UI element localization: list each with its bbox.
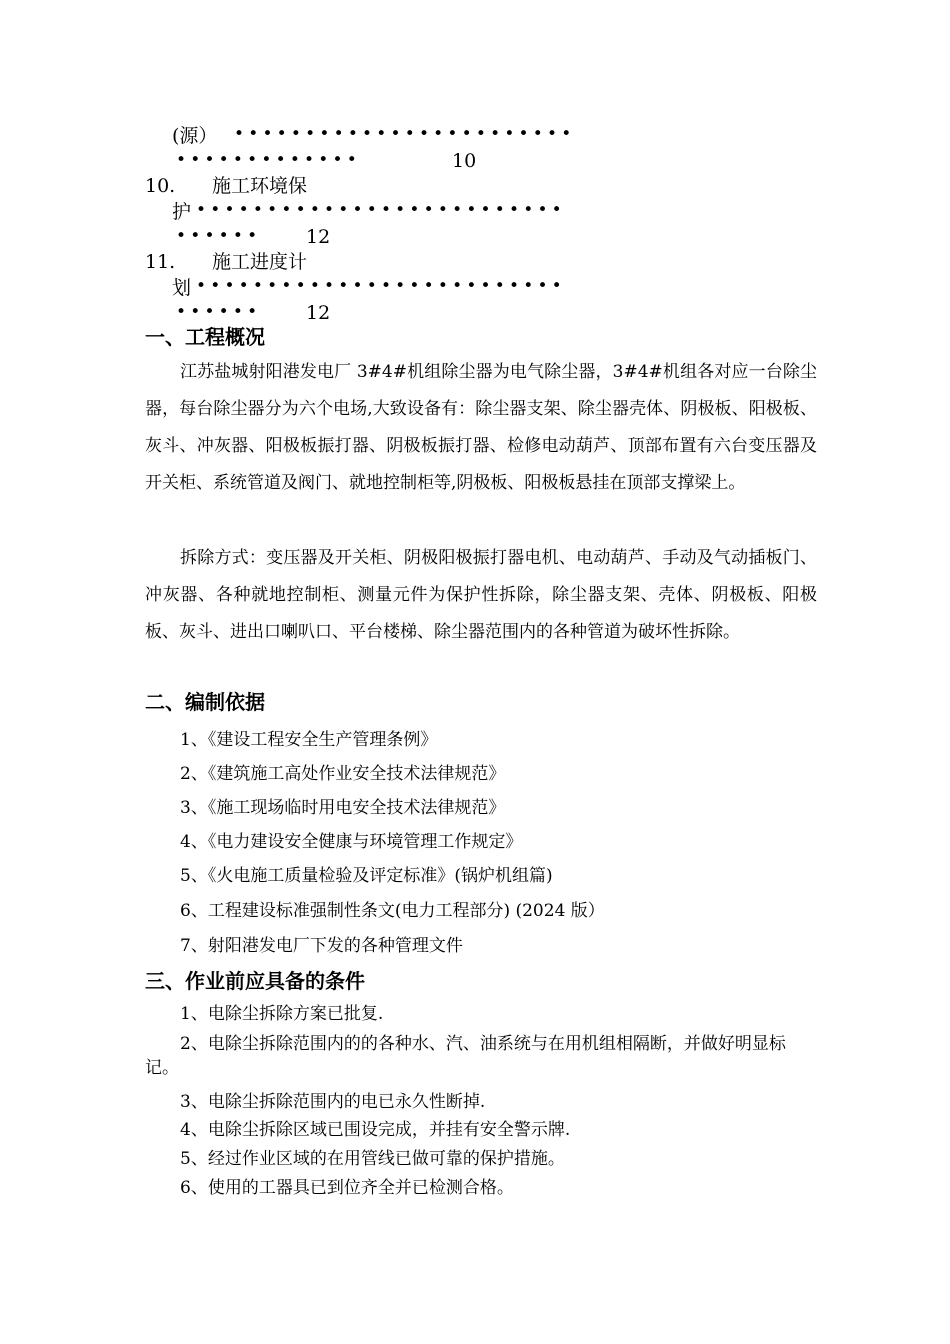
toc-item-10-leader-dots-2: •••••• [176,226,262,246]
section-2-list-item-7: 7、射阳港发电厂下发的各种管理文件 [180,936,463,956]
section-2-list-item-6: 6、工程建设标准强制性条文(电力工程部分) (2024 版） [180,901,605,921]
section-3-list-item-6: 6、使用的工器具已到位齐全并已检测合格。 [180,1178,514,1198]
section-3-heading: 三、作业前应具备的条件 [145,969,365,993]
toc-item-10-title[interactable]: 施工环境保 [212,175,308,197]
toc-item-11-title[interactable]: 施工进度计 [212,251,308,273]
toc-item-11-leader-dots: •••••••••••••••••••••••••• [196,276,566,296]
section-3-list-item-2: 2、电除尘拆除范围内的的各种水、汽、油系统与在用机组相隔断，并做好明显标记。 [145,1034,786,1078]
section-1-paragraph-1: 江苏盐城射阳港发电厂 3#4#机组除尘器为电气除尘器，3#4#机组各对应一台除尘器，每台除尘器分为六个电场,大致设备有：除尘器支架、除尘器壳体、阴极板、阳极板、灰斗、冲灰器、阳极板振打器、阴极板振打器、检修电动葫芦、顶部布置有六台变压器及开关柜、系统管道及阀门、就地控制柜等,阴极板、阳极板悬挂在顶部支撑梁上。 [145,362,817,493]
section-3-list-item-1: 1、电除尘拆除方案已批复. [180,1004,384,1024]
toc-item-9-title-tail: (源） [172,125,218,147]
section-2-list-item-1: 1、《建设工程安全生产管理条例》 [180,730,438,750]
toc-item-10-title-tail[interactable]: 护 [172,201,192,223]
toc-item-9-leader-dots: •••••••••••••••••••••••• [234,124,576,144]
section-1-paragraph-2: 拆除方式：变压器及开关柜、阴极阳极振打器电机、电动葫芦、手动及气动插板门、冲灰器、各种就地控制柜、测量元件为保护性拆除，除尘器支架、壳体、阴极板、阳极板、灰斗、进出口喇叭口、平台楼梯、除尘器范围内的各种管道为破坏性拆除。 [145,548,817,642]
toc-item-9-page[interactable]: 10 [452,150,477,172]
section-1-heading: 一、工程概况 [145,325,265,349]
section-2-list-item-5: 5、《火电施工质量检验及评定标准》(锅炉机组篇) [180,866,553,886]
toc-item-10-leader-dots: •••••••••••••••••••••••••• [196,200,566,220]
section-2-list-item-3: 3、《施工现场临时用电安全技术法律规范》 [180,798,506,818]
section-3-list-item-4: 4、电除尘拆除区域已围设完成，并挂有安全警示牌. [180,1120,571,1140]
section-3-list-item-5: 5、经过作业区域的在用管线已做可靠的保护措施。 [180,1149,565,1169]
toc-item-11-page[interactable]: 12 [306,302,331,324]
section-3-list-item-3: 3、电除尘拆除范围内的电已永久性断掉. [180,1092,486,1112]
toc-item-11-leader-dots-2: •••••• [176,302,262,322]
toc-item-9-leader-dots-2: ••••••••••••• [176,150,361,170]
section-2-list-item-4: 4、《电力建设安全健康与环境管理工作规定》 [180,832,523,852]
toc-item-10-page[interactable]: 12 [306,226,331,248]
section-2-list-item-2: 2、《建筑施工高处作业安全技术法律规范》 [180,764,506,784]
toc-item-10-number: 10. [145,175,176,197]
toc-item-11-number: 11. [145,251,176,273]
section-2-heading: 二、编制依据 [145,690,265,714]
toc-item-11-title-tail[interactable]: 划 [172,277,192,299]
